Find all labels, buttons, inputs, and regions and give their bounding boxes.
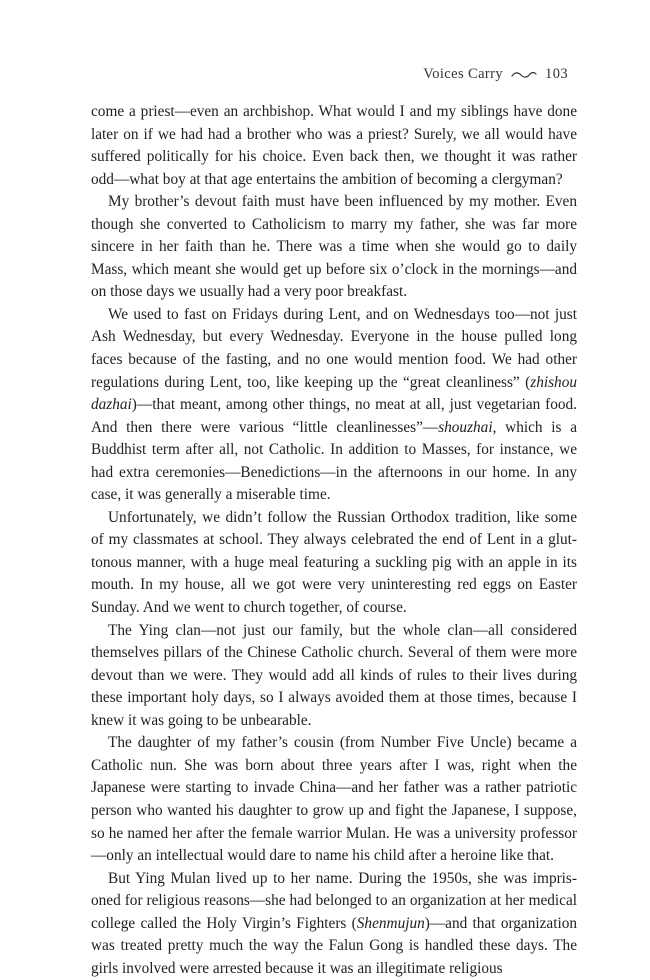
page-number: 103 bbox=[545, 66, 568, 82]
text-run: My brother’s devout faith must have been influenced by my mother. Even though she converted to Catholicism to marry my father, she was far more sincere in her faith than he. There was a time when she would go to daily Mass, which meant she would get up before six o’clock in the mornings—and on those days we usually had a very poor breakfast. bbox=[91, 193, 577, 301]
text-run: )—and that organization was treated pretty much the way the Falun Gong is handled these days. The girls involved were arrested because it was an illegitimate religious bbox=[91, 914, 577, 977]
text-run: The Ying clan—not just our family, but the whole clan—all considered themselves pillars of the Chinese Catholic church. Several of them were more devout than we were. They would add all kinds of rules to their lives during these important holy days, so I always avoided them at those times, because I knew it was going to be unbearable. bbox=[91, 621, 577, 729]
text-run: We used to fast on Fridays during Lent, and on Wednesdays too—not just Ash Wednesday, but every Wednesday. Everyone in the house pulled long faces because of the fasting, and no one would mention food. We had other regulations during Lent, too, like keeping up the “great cleanliness” ( bbox=[91, 305, 577, 391]
text-run: )—that meant, among other things, no meat at all, just vegetarian food. And then there were various “little cleanlinesses”— bbox=[91, 396, 577, 436]
italic-term: Shenmujun bbox=[356, 914, 425, 932]
swash-ornament-icon bbox=[511, 70, 537, 80]
text-run: , which is a Buddhist term after all, not Catholic. In addition to Masses, for instance, we had extra ceremonies—Benedictions—in the afternoons in our home. In any case, it was generally a miserable time. bbox=[91, 418, 577, 504]
running-head-title: Voices Carry bbox=[423, 66, 504, 82]
paragraph bbox=[91, 732, 577, 867]
italic-term: zhishou dazhai bbox=[91, 373, 577, 414]
text-run: Unfortunately, we didn’t follow the Russian Orthodox tradition, like some of my classmates at school. They always celebrated the end of Lent in a gluttonous manner, with a huge meal featuring a suckling pig with an apple in its mouth. In my house, all we got were very uninteresting red eggs on Easter Sunday. And we went to church together, of course. bbox=[91, 508, 577, 617]
paragraph bbox=[91, 868, 577, 980]
text-run: The daughter of my father’s cousin (from Number Five Uncle) became a Catholic nun. She was born about three years after I was, right when the Japanese were starting to invade China—and her father was a rather patriotic person who wanted his daughter to grow up and fight the Japanese, I suppose, so he named her after the female warrior Mulan. He was a university professor—only an intellectual would dare to name his child after a heroine like that. bbox=[91, 734, 577, 865]
paragraph bbox=[91, 507, 577, 620]
running-head bbox=[423, 66, 568, 83]
paragraph bbox=[91, 101, 577, 191]
paragraph bbox=[91, 304, 577, 507]
text-run: But Ying Mulan lived up to her name. During the 1950s, she was imprisoned for religious reasons—she had belonged to an organization at her medical college called the Holy Virgin’s Fighters ( bbox=[91, 869, 577, 932]
italic-term: shouzhai bbox=[438, 418, 493, 436]
paragraph bbox=[91, 620, 577, 733]
body-text bbox=[91, 101, 577, 980]
text-run: come a priest—even an archbishop. What would I and my siblings have done later on if we had had a brother who was a priest? Surely, we all would have suffered politically for his choice. Even back then, we thought it was rather odd—what boy at that age entertains the ambition of becoming a clergyman? bbox=[91, 103, 577, 188]
paragraph bbox=[91, 191, 577, 304]
